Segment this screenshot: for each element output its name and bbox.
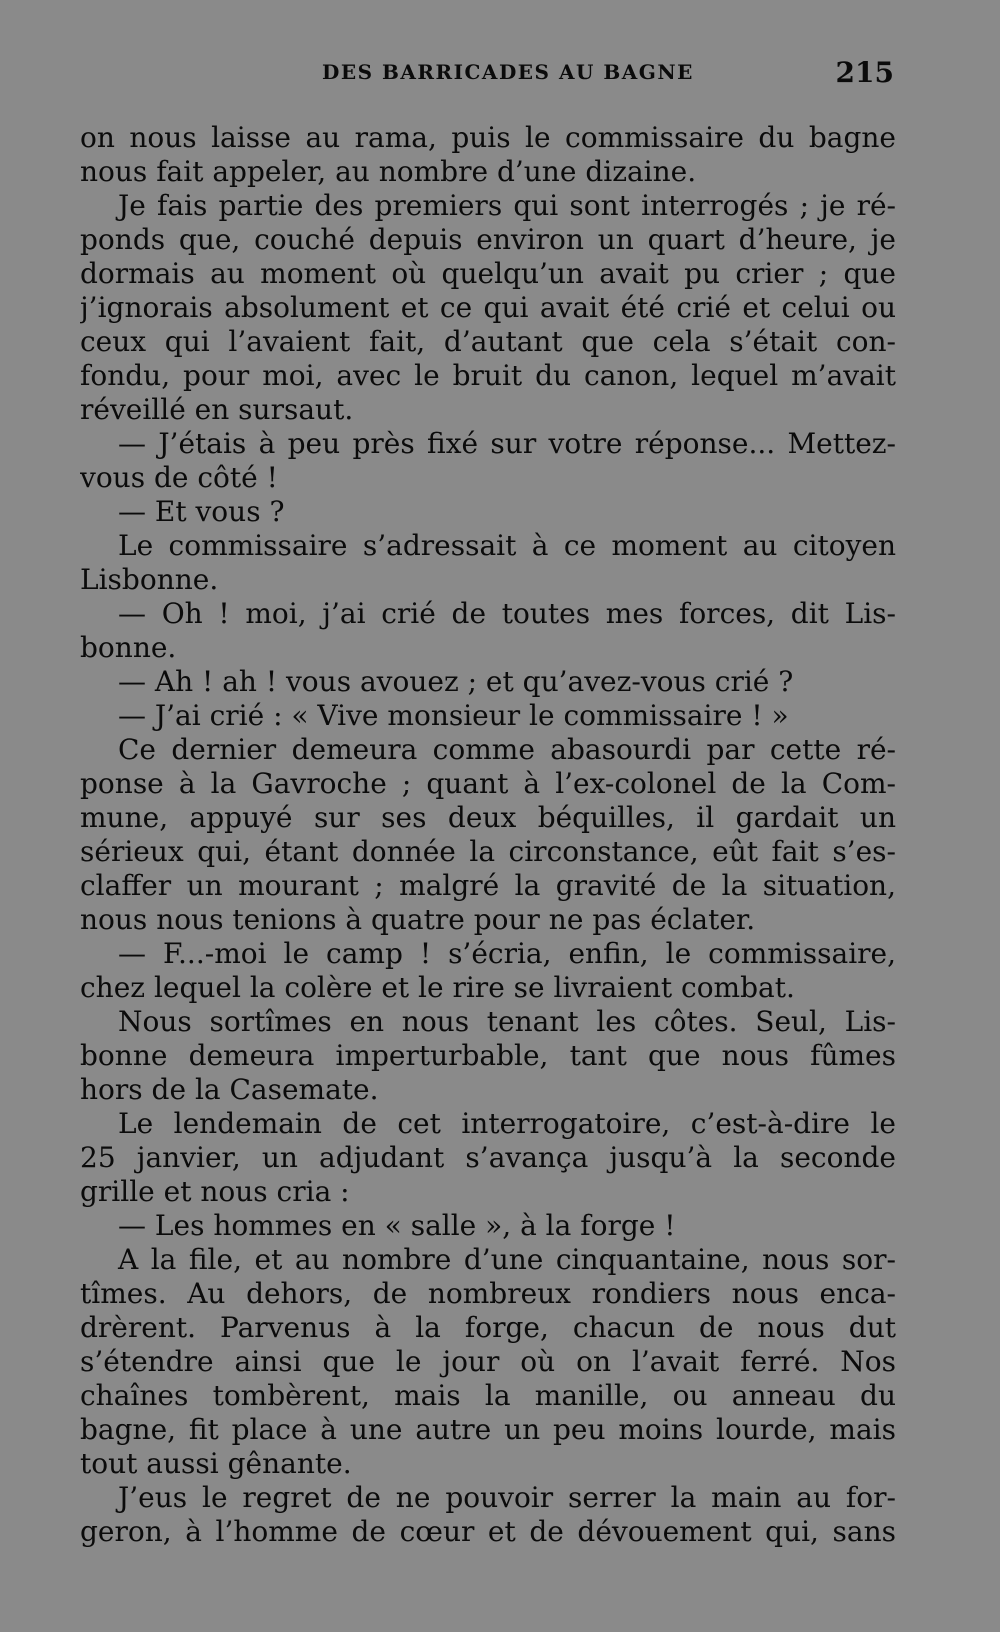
text-line: Lisbonne. bbox=[80, 563, 219, 596]
text-line: ceux qui l’avaient fait, d’autant que cela s’était con- bbox=[80, 325, 896, 358]
text-line: chaînes tombèrent, mais la manille, ou anneau du bbox=[80, 1379, 896, 1412]
body-text bbox=[80, 121, 896, 1549]
text-line: mune, appuyé sur ses deux béquilles, il gardait un bbox=[80, 801, 896, 834]
text-line: — J’ai crié : « Vive monsieur le commissaire ! » bbox=[118, 699, 789, 732]
text-line: réveillé en sursaut. bbox=[80, 393, 354, 426]
text-line: — Et vous ? bbox=[118, 495, 285, 528]
text-line: drèrent. Parvenus à la forge, chacun de nous dut bbox=[80, 1311, 896, 1344]
text-line: — Les hommes en « salle », à la forge ! bbox=[118, 1209, 676, 1242]
text-line: s’étendre ainsi que le jour où on l’avait ferré. Nos bbox=[80, 1345, 896, 1378]
text-line: A la file, et au nombre d’une cinquantaine, nous sor- bbox=[118, 1243, 896, 1276]
text-line: — Ah ! ah ! vous avouez ; et qu’avez-vous crié ? bbox=[118, 665, 794, 698]
text-line: Ce dernier demeura comme abasourdi par cette ré- bbox=[118, 733, 896, 766]
text-line: Je fais partie des premiers qui sont interrogés ; je ré- bbox=[118, 189, 896, 222]
text-line: on nous laisse au rama, puis le commissaire du bagne bbox=[80, 121, 896, 154]
text-line: Le commissaire s’adressait à ce moment au citoyen bbox=[118, 529, 896, 562]
text-line: ponds que, couché depuis environ un quart d’heure, je bbox=[80, 223, 896, 256]
text-line: J’eus le regret de ne pouvoir serrer la main au for- bbox=[118, 1481, 896, 1514]
text-line: nous nous tenions à quatre pour ne pas éclater. bbox=[80, 903, 756, 936]
text-line: bonne demeura imperturbable, tant que nous fûmes bbox=[80, 1039, 896, 1072]
text-line: — J’étais à peu près fixé sur votre réponse... Mettez- bbox=[118, 427, 896, 460]
text-line: claffer un mourant ; malgré la gravité de la situation, bbox=[80, 869, 896, 902]
text-line: tout aussi gênante. bbox=[80, 1447, 352, 1480]
running-title: DES BARRICADES AU BAGNE bbox=[322, 60, 694, 84]
text-line: 25 janvier, un adjudant s’avança jusqu’à la seconde bbox=[80, 1141, 896, 1174]
text-line: Nous sortîmes en nous tenant les côtes. Seul, Lis- bbox=[118, 1005, 896, 1038]
text-line: bagne, fit place à une autre un peu moins lourde, mais bbox=[80, 1413, 896, 1446]
text-line: — Oh ! moi, j’ai crié de toutes mes forces, dit Lis- bbox=[118, 597, 896, 630]
text-line: fondu, pour moi, avec le bruit du canon, lequel m’avait bbox=[80, 359, 896, 392]
text-line: hors de la Casemate. bbox=[80, 1073, 379, 1106]
text-line: nous fait appeler, au nombre d’une dizaine. bbox=[80, 155, 697, 188]
text-line: ponse à la Gavroche ; quant à l’ex-colonel de la Com- bbox=[80, 767, 896, 800]
text-line: dormais au moment où quelqu’un avait pu crier ; que bbox=[80, 257, 896, 290]
text-line: vous de côté ! bbox=[80, 461, 278, 494]
page-number: 215 bbox=[835, 56, 894, 89]
text-line: bonne. bbox=[80, 631, 177, 664]
text-line: Le lendemain de cet interrogatoire, c’est-à-dire le bbox=[118, 1107, 896, 1140]
text-line: chez lequel la colère et le rire se livraient combat. bbox=[80, 971, 795, 1004]
text-line: geron, à l’homme de cœur et de dévouement qui, sans bbox=[80, 1515, 896, 1548]
text-line: grille et nous cria : bbox=[80, 1175, 350, 1208]
text-line: sérieux qui, étant donnée la circonstance, eût fait s’es- bbox=[80, 835, 896, 868]
text-line: tîmes. Au dehors, de nombreux rondiers nous enca- bbox=[80, 1277, 896, 1310]
text-line: — F...-moi le camp ! s’écria, enfin, le commissaire, bbox=[118, 937, 896, 970]
text-line: j’ignorais absolument et ce qui avait été crié et celui ou bbox=[80, 291, 896, 324]
